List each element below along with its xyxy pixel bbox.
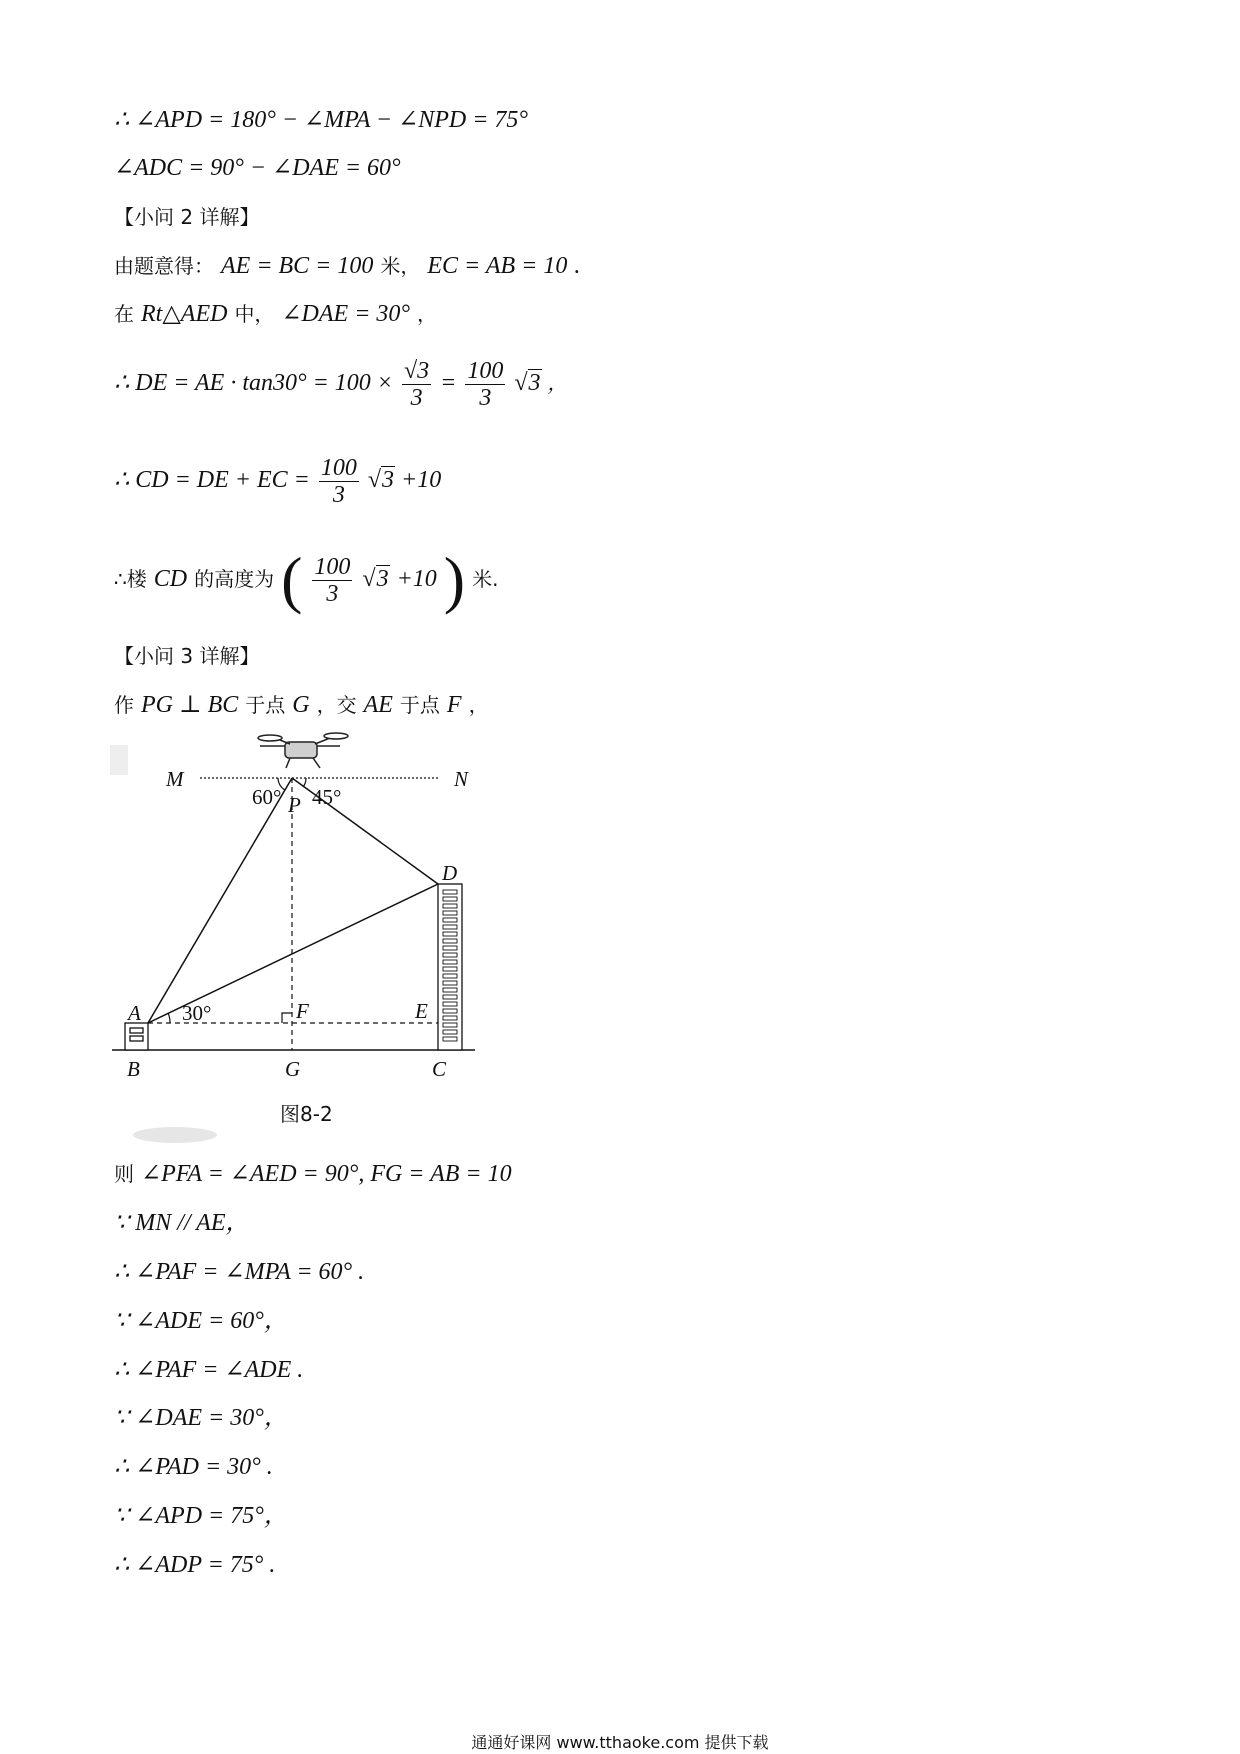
building-window [443, 1009, 457, 1013]
bh-prefix: ∴楼 [114, 567, 147, 591]
line-pa [148, 778, 292, 1023]
line-rt-triangle [114, 299, 437, 330]
building-ab [125, 1023, 148, 1050]
rt-end: ， [417, 302, 437, 326]
bh-right-paren: ) [443, 544, 466, 615]
de-equals: = [440, 370, 457, 397]
rt-triangle: Rt△AED [141, 301, 228, 327]
right-angle-f [282, 1013, 292, 1023]
de-sqrt-radicand: 3 [528, 370, 541, 397]
line-pad: ∴ ∠PAD = 30° . [114, 1454, 273, 1480]
rt-angle: ∠DAE = 30° [281, 301, 410, 327]
drone-icon [258, 733, 348, 768]
line-apd-given: ∵ ∠APD = 75°， [114, 1503, 288, 1529]
given-ec-ab: EC = AB = 10 [427, 253, 568, 279]
given-unit: 米， [380, 254, 421, 278]
cd-f-num: 100 [320, 455, 357, 481]
de-sqrt: √3 [514, 370, 541, 397]
label-p: P [288, 793, 301, 817]
construct-t3: 于点 [399, 693, 440, 717]
building-window [443, 1037, 457, 1041]
building-window [443, 960, 457, 964]
label-n: N [454, 767, 469, 791]
cd-f-den: 3 [332, 482, 345, 508]
then-math: ∠PFA = ∠AED = 90°, FG = AB = 10 [141, 1161, 512, 1187]
cd-end: +10 [401, 467, 442, 494]
label-angle-30: 30° [182, 1001, 212, 1025]
line-paf-mpa: ∴ ∠PAF = ∠MPA = 60° . [114, 1259, 365, 1285]
arc-45 [303, 778, 306, 787]
label-e: E [415, 999, 428, 1023]
building-window [443, 918, 457, 922]
label-f: F [296, 999, 309, 1023]
line-building-height [114, 544, 499, 615]
label-d: D [442, 861, 458, 885]
building-window [443, 925, 457, 929]
line-mn-parallel: ∵ MN // AE， [114, 1210, 250, 1236]
de-f2-den: 3 [479, 385, 492, 411]
page-footer: 通通好课网 www.tthaoke.com 提供下载 [471, 1733, 769, 1752]
arc-30 [168, 1013, 170, 1023]
construct-t1: 于点 [245, 693, 286, 717]
label-b: B [127, 1057, 140, 1081]
line-then [114, 1159, 512, 1190]
rt-mid: 中， [234, 302, 275, 326]
bh-f-num: 100 [314, 553, 351, 580]
label-c: C [432, 1057, 447, 1081]
bh-f-den: 3 [326, 580, 339, 607]
line-construct [114, 690, 489, 721]
de-f1-num: √3 [404, 358, 430, 384]
cd-sqrt-radicand: 3 [382, 467, 395, 494]
cd-expression: ∴ CD = DE + EC = [114, 467, 310, 494]
building-window [443, 932, 457, 936]
building-window [443, 995, 457, 999]
bh-mid: 的高度为 [194, 567, 275, 591]
construct-f: F [446, 692, 462, 718]
de-expression: ∴ DE = AE · tan30° = 100 × [114, 370, 393, 397]
line-apd: ∴ ∠APD = 180° − ∠MPA − ∠NPD = 75° [114, 107, 529, 133]
line-cd [114, 455, 441, 508]
construct-pg-bc: PG ⊥ BC [141, 692, 239, 718]
bh-plus: +10 [396, 566, 437, 592]
building-window [443, 974, 457, 978]
smudge-bottom [133, 1127, 217, 1143]
figure-caption: 图8-2 [280, 1102, 333, 1126]
line-adp: ∴ ∠ADP = 75° . [114, 1552, 276, 1578]
bh-sqrt: √3 [362, 566, 389, 592]
construct-t2: ，交 [316, 693, 357, 717]
bh-sqrt-radicand: 3 [376, 566, 389, 592]
de-f2-num: 100 [467, 358, 504, 384]
figure-8-2 [110, 730, 490, 1154]
construct-g: G [292, 692, 310, 718]
label-angle-45: 45° [312, 785, 342, 809]
building-window [443, 911, 457, 915]
heading-q3: 【小问 3 详解】 [114, 644, 260, 668]
bh-left-paren: ( [281, 544, 303, 615]
bh-fraction [312, 554, 352, 607]
building-window [443, 953, 457, 957]
building-cd [438, 884, 462, 1050]
de-end: ， [547, 371, 568, 396]
label-a: A [128, 1001, 141, 1025]
heading-q2: 【小问 2 详解】 [114, 205, 260, 229]
rt-prefix: 在 [114, 302, 134, 326]
building-window [443, 1023, 457, 1027]
cd-fraction [319, 455, 359, 508]
line-dae: ∵ ∠DAE = 30°， [114, 1405, 288, 1431]
building-window [443, 939, 457, 943]
building-window [443, 988, 457, 992]
building-window [443, 981, 457, 985]
cd-sqrt: √3 [367, 467, 395, 494]
construct-t4: ， [468, 693, 489, 717]
construct-prefix: 作 [114, 693, 134, 717]
line-adc: ∠ADC = 90° − ∠DAE = 60° [114, 155, 401, 181]
de-fraction-2 [465, 358, 505, 411]
de-fraction-1 [402, 358, 431, 411]
building-window [443, 1016, 457, 1020]
given-end: . [574, 253, 581, 279]
building-window [443, 897, 457, 901]
geometry-diagram [110, 730, 490, 1150]
line-paf-ade: ∴ ∠PAF = ∠ADE . [114, 1357, 304, 1383]
label-m: M [166, 767, 184, 791]
building-window [443, 946, 457, 950]
bh-cd: CD [153, 566, 188, 592]
label-g: G [285, 1057, 301, 1081]
smudge-top [110, 745, 128, 775]
given-ae-bc: AE = BC = 100 [221, 253, 374, 279]
label-angle-60: 60° [252, 785, 282, 809]
line-de [114, 358, 568, 411]
building-window [443, 967, 457, 971]
line-given [114, 251, 580, 282]
building-window [443, 1002, 457, 1006]
given-prefix: 由题意得： [114, 254, 214, 278]
building-window [443, 1030, 457, 1034]
de-f1-den: 3 [410, 385, 423, 411]
bh-end: 米. [472, 567, 499, 591]
building-window [443, 904, 457, 908]
building-window [443, 890, 457, 894]
then-prefix: 则 [114, 1162, 134, 1186]
construct-ae: AE [363, 692, 393, 718]
line-ade: ∵ ∠ADE = 60°， [114, 1308, 288, 1334]
